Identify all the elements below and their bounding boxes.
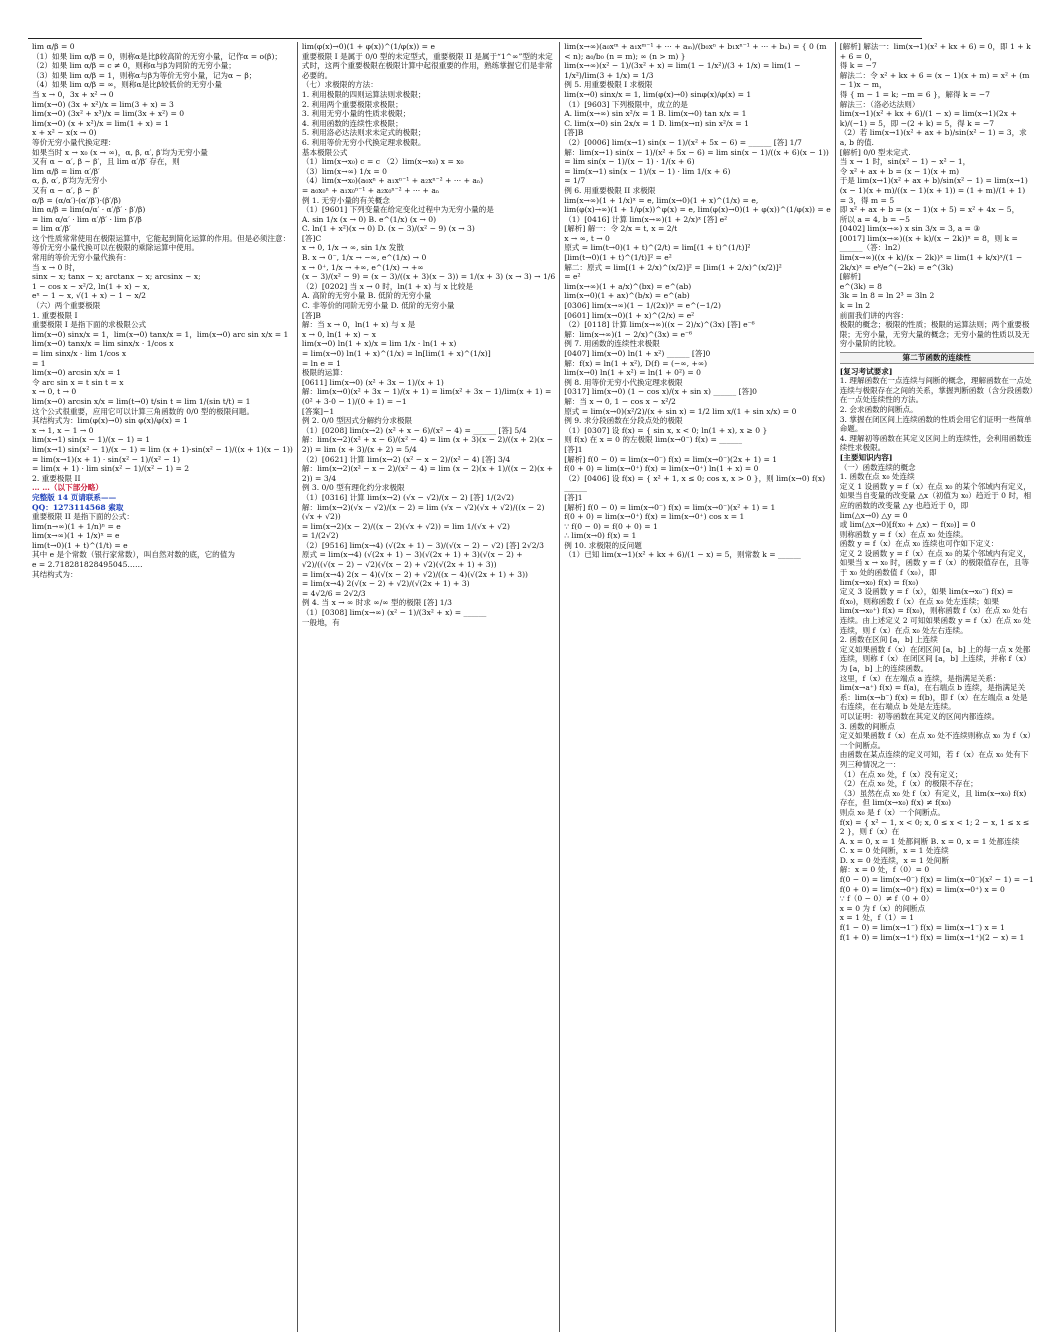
text-line: lim(x→0) tanx/x = lim sinx/x · 1/cos x xyxy=(32,339,174,349)
text-line: 解：lim(x→1) sin(x − 1)/(x² + 5x − 6) = lim sin(x − 1)/((x + 6)(x − 1)) = lim sin(x − 1)/(x − 1) · 1/(x + 6) xyxy=(564,147,829,167)
text-line: 1. 理解函数在一点连续与间断的概念，理解函数在一点处连续与极限存在之间的关系，掌握判断函数（含分段函数）在一点处连续性的方法。 xyxy=(839,376,1034,405)
text-line: 则 f(x) 在 x = 0 的左极限 lim(x→0⁻) f(x) = ______ xyxy=(564,435,743,445)
text-line: 原式 = lim(x→0)(x²/2)/(x + sin x) = 1/2 lim x/(1 + sin x/x) = 0 xyxy=(564,406,797,416)
text-line: 例 4. 当 x → ∞ 时求 ∞/∞ 型的极限 [答] 1/3 xyxy=(301,598,452,608)
text-line: α, β, α′, β′均为无穷小 xyxy=(32,176,107,186)
text-line: 当 x → 0，3x + x² → 0 xyxy=(32,89,114,99)
text-line: = lim(x + 1) · lim sin(x² − 1)/(x² − 1) = 2 xyxy=(32,464,190,474)
text-line: lim(φ(x)→∞)(1 + 1/φ(x))^φ(x) = e, lim(φ(x)→0)(1 + φ(x))^(1/φ(x)) = e xyxy=(564,205,831,215)
text-line: lim(x→0) (x + x²)/x = lim(1 + x) = 1 xyxy=(32,118,169,128)
text-line: = 1/7 xyxy=(564,176,586,186)
text-line: （3）lim(x→∞) 1/x = 0 xyxy=(301,166,387,176)
text-line: 1. 利用极限的四则运算法则求极限； xyxy=(301,89,426,99)
text-line: [0611] lim(x→0) (x² + 3x − 1)/(x + 1) xyxy=(301,377,444,387)
text-line: （4）lim(x→x₀)(a₀xⁿ + a₁xⁿ⁻¹ + a₂xⁿ⁻² + ··· + aₙ) xyxy=(301,176,484,186)
text-line: （1）[0308] lim(x→∞) (x² − 1)/(3x² + x) = ______ xyxy=(301,608,487,618)
text-line: lim(x→0) sinx/x = 1，lim(x→0) tanx/x = 1，lim(x→0) arc sin x/x = 1 xyxy=(32,329,289,339)
text-line: e^(3k) = 8 xyxy=(839,281,882,291)
text-line: 例 3. 0/0 型有理化约分求极限 xyxy=(301,483,405,493)
text-line: A. lim(x→∞) sin x²/x = 1 B. lim(x→0) tan x/x = 1 xyxy=(564,109,747,119)
text-line: 解：lim(x→0)(x² + 3x − 1)/(x + 1) = lim(x² + 3x − 1)/lim(x + 1) = (0² + 3·0 − 1)/(0 + 1) = −1 xyxy=(301,387,552,406)
text-line: f(0 − 0) = lim(x→0⁻) f(x) = lim(x→0⁻)(x² − 1) = −1 xyxy=(839,875,1034,885)
text-line: … …（以下部分略） xyxy=(32,483,103,493)
text-line: lim(x→∞)(1 + 1/x)ˣ = e xyxy=(32,531,120,541)
text-line: 基本极限公式 xyxy=(301,147,348,157)
text-line: 例 2. 0/0 型因式分解约分求极限 xyxy=(301,416,413,426)
text-line: C. 非等价的同阶无穷小量 D. 低阶的无穷小量 xyxy=(301,301,455,311)
text-line: [解析] 解一：令 2/x = t, x = 2/t xyxy=(564,224,678,234)
text-line: lim(x→0) ln(1 + x²) = ln(1 + 0²) = 0 xyxy=(564,368,702,378)
text-line: ∵ f（0 − 0）≠ f（0 + 0） xyxy=(839,894,934,904)
text-line: = lim α′/β′ xyxy=(32,224,71,234)
text-line: [lim(t→0)(1 + t)^(1/t)]² = e² xyxy=(564,253,672,263)
text-line: 则称函数 y = f（x）在点 x₀ 处连续。 xyxy=(839,529,968,539)
text-line: （2）如果 lim α/β = c ≠ 0，则称α与β为同阶的无穷小量； xyxy=(32,61,236,71)
text-line: lim(n→∞)(1 + 1/n)ⁿ = e xyxy=(32,521,121,531)
text-line: （2）[0202] 当 x → 0 时，ln(1 + x) 与 x 比较是 xyxy=(301,281,473,291)
text-line: lim(x→∞)(x² − 1)/(3x² + x) = lim(1 − 1/x²)/(3 + 1/x) = lim(1 − 1/x²)/lim(3 + 1/x) = 1/3 xyxy=(564,61,801,80)
text-line: 重要极限 I 是属于 0/0 型的未定型式，重要极限 II 是属于“1^∞”型的未定式时，这两个重要极限在极限计算中起很重要的作用，熟练掌握它们是非常必要的。 xyxy=(301,51,553,80)
text-line: C. lim(x→0) sin 2x/x = 1 D. lim(x→π) sin x²/x = 1 xyxy=(564,118,749,128)
text-line: 得 k = −7 xyxy=(839,61,877,71)
text-line: lim(x→∞)((x + k)/(x − 2k))ˣ = lim(1 + k/x)ˣ/(1 − 2k/x)ˣ = eᵏ/e^(−2k) = e^(3k) xyxy=(839,253,1023,272)
text-line: 所以 a = 4, b = −5 xyxy=(839,214,910,224)
text-line: 当 x → 1 时，sin(x² − 1) ~ x² − 1， xyxy=(839,157,971,167)
text-line: 函数 y = f（x）在点 x₀ 连续也可作如下定义： xyxy=(839,539,999,549)
text-line: lim α/β = lim(α/α′ · α′/β′ · β′/β) xyxy=(32,205,146,215)
text-line: [答]C xyxy=(301,233,322,243)
text-line: 令 x² + ax + b = (x − 1)(x + m) xyxy=(839,166,960,176)
text-line: 3. 掌握在闭区间上连续函数的性质会用它们证明一些简单命题。 xyxy=(839,414,1032,434)
text-line: lim(△x→0) △y = 0 xyxy=(839,510,908,520)
text-line: ∴ lim(x→0) f(x) = 1 xyxy=(564,531,637,541)
text-line: D. x = 0 处连续，x = 1 处间断 xyxy=(839,855,949,865)
text-line: [答]1 xyxy=(564,444,583,454)
text-line: 重要极限 I 是指下面的求极限公式 xyxy=(32,320,147,330)
text-line: （1）[9603] 下列极限中，成立的是 xyxy=(564,99,688,109)
text-line: [解析] f(0 − 0) = lim(x→0⁻) f(x) = lim(x→0⁻)(2x + 1) = 1 xyxy=(564,454,778,464)
text-line: C. ln(1 + x²)(x → 0) D. (x − 3)/(x² − 9) (x → 3) xyxy=(301,224,475,234)
text-line: lim(x→x₀) f(x) = f(x₀) xyxy=(839,577,919,587)
text-line: = ln e = 1 xyxy=(301,358,341,368)
text-line: = lim α/α′ · lim α′/β′ · lim β′/β xyxy=(32,214,142,224)
text-line: lim(x→0) arcsin x/x = lim(t→0) t/sin t = lim 1/(sin t/t) = 1 xyxy=(32,396,251,406)
text-line: = lim(x→1)(x + 1) · sin(x² − 1)/(x² − 1) xyxy=(32,454,181,464)
text-line: 一般地，有 xyxy=(301,617,340,627)
text-line: = lim(x→4) 2(x − 4)(√(x − 2) + √2)/((x − 4)(√(2x + 1) + 3)) xyxy=(301,569,529,579)
text-line: lim α/β = 0 xyxy=(32,42,75,51)
column-4 xyxy=(835,42,1038,1332)
text-line: （2）[9516] lim(x→4) (√(2x + 1) − 3)/(√(x − 2) − √2) [答] 2√2/3 xyxy=(301,540,544,550)
text-line: lim(x→0) sinx/x = 1, lim(φ(x)→0) sinφ(x)/φ(x) = 1 xyxy=(564,89,752,99)
text-line: f(0 + 0) = lim(x→0⁺) f(x) = lim(x→0⁺) cos x = 1 xyxy=(564,512,745,522)
text-line: （1）[0208] lim(x→2) (x² + x − 6)/(x² − 4) = ______ [答] 5/4 xyxy=(301,425,527,435)
text-line: eˣ − 1 ~ x, √(1 + x) − 1 ~ x/2 xyxy=(32,291,146,301)
text-line: （1）[0307] 设 f(x) = { sin x, x < 0; ln(1 + x), x ≥ 0 } xyxy=(564,425,768,435)
text-line: [解析] f(0 − 0) = lim(x→0⁻) f(x) = lim(x→0⁻)(x² + 1) = 1 xyxy=(564,502,776,512)
text-line: 3. 函数的间断点 xyxy=(839,721,895,731)
column-1 xyxy=(28,42,297,1332)
text-line: 等价无穷小量代换定理： xyxy=(32,137,116,147)
text-line: A. x = 0, x = 1 处都间断 B. x = 0, x = 1 处都连续 xyxy=(839,836,1020,846)
text-line: 常用的等价无穷小量代换有： xyxy=(32,253,131,263)
text-line: 2. 重要极限 II xyxy=(32,473,81,483)
text-line: x = 1 处，f（1）= 1 xyxy=(839,913,915,923)
text-line: （1）[9601] 下列变量在给定变化过程中为无穷小量的是 xyxy=(301,205,494,215)
text-line: [0402] lim(x→∞) x sin 3/x = 3, a = ③ xyxy=(839,224,981,234)
text-line: [主要知识内容] xyxy=(839,452,893,462)
text-line: 解：x = 0 处，f（0）= 0 xyxy=(839,865,930,875)
text-line: f(x) = { x² − 1, x < 0; x, 0 ≤ x < 1; 2 − x, 1 ≤ x ≤ 2 }，则 f（x）在 xyxy=(839,817,1030,837)
text-line: 1. 重要极限 I xyxy=(32,310,78,320)
text-line: 或 lim(△x→0)[f(x₀ + △x) − f(x₀)] = 0 xyxy=(839,520,976,530)
text-line: （2）在点 x₀ 处，f（x）的极限不存在； xyxy=(839,779,978,789)
text-line: 于是 lim(x→1)(x² + ax + b)/sin(x² − 1) = lim(x→1)(x − 1)(x + m)/((x − 1)(x + 1)) = (1 + m)/(1 + 1) = 3，得 m = 5 xyxy=(839,176,1028,205)
text-line: = lim(x→2)(x − 2)/((x − 2)(√x + √2)) = lim 1/(√x + √2) xyxy=(301,521,510,531)
text-line: lim(x→1) sin(x − 1)/(x − 1) = 1 xyxy=(32,435,151,445)
text-line: [0017] lim(x→∞)((x + k)/(x − 2k))ˣ = 8，则 k = ______（答：ln2） xyxy=(839,233,1018,253)
text-line: 第二节函数的连续性 xyxy=(840,352,1034,364)
text-line: lim(x→0) (3x + x²)/x = lim(3 + x) = 3 xyxy=(32,99,174,109)
text-line: e = 2.718281828495045…… xyxy=(32,560,143,570)
text-line: 4. 理解初等函数在其定义区间上的连续性，会利用函数连续性求极限。 xyxy=(839,433,1032,453)
text-line: 例 8. 用等价无穷小代换定理求极限 xyxy=(564,377,683,387)
text-line: 解二：原式 = lim[(1 + 2/x)^(x/2)]² = [lim(1 + 2/x)^(x/2)]² xyxy=(564,262,782,272)
text-line: lim(φ(x)→0)(1 + φ(x))^(1/φ(x)) = e xyxy=(301,42,435,51)
text-line: （1）如果 lim α/β = 0，则称α是比β较高阶的无穷小量，记作α = o(β)； xyxy=(32,51,283,61)
text-line: 其结构式为：lim(φ(x)→0) sin φ(x)/φ(x) = 1 xyxy=(32,416,188,426)
text-line: B. x → 0⁻, 1/x → −∞, e^(1/x) → 0 xyxy=(301,253,427,263)
text-line: = e² xyxy=(564,272,581,282)
text-line: = lim(x→1) sin(x − 1)/(x − 1) · lim 1/(x + 6) xyxy=(564,166,731,176)
text-line: 解：lim(x→2)(√x − √2)/(x − 2) = lim (√x − √2)(√x + √2)/((x − 2)(√x + √2)) xyxy=(301,502,545,522)
text-line: 又有 α ~ α′, β ~ β′，且 lim α′/β′ 存在，则 xyxy=(32,157,180,167)
text-line: A. 高阶的无穷小量 B. 低阶的无穷小量 xyxy=(301,291,432,301)
text-line: lim(x→0) (3x² + x³)/x = lim(3x + x²) = 0 xyxy=(32,109,185,119)
text-line: 其中 e 是个常数（银行家常数），叫自然对数的底，它的值为 xyxy=(32,550,235,560)
text-line: [0601] lim(x→0)(1 + x)^(2/x) = e² xyxy=(564,310,695,320)
text-line: (x − 3)/(x² − 9) = (x − 3)/((x + 3)(x − 3)) = 1/(x + 3) (x → 3) → 1/6 xyxy=(301,272,556,282)
text-line: [答]B xyxy=(301,310,321,320)
text-line: 2. 会求函数的间断点。 xyxy=(839,404,918,414)
text-line: lim(x→∞)(1 + 1/x)ˣ = e, lim(x→0)(1 + x)^(1/x) = e, xyxy=(564,195,759,205)
text-line: lim(x→1)(x² + kx + 6)/(1 − x) = lim(x→1)(2x + k)/(−1) = 5，即 −(2 + k) = 5，得 k = −7 xyxy=(839,109,1017,128)
text-line: = lim sinx/x · lim 1/cos x xyxy=(32,349,127,358)
text-line: 5. 利用洛必达法则求未定式的极限； xyxy=(301,128,426,138)
text-line: 当 x → 0 时， xyxy=(32,262,80,272)
text-line: = a₀x₀ⁿ + a₁x₀ⁿ⁻¹ + a₂x₀ⁿ⁻² + ··· + aₙ xyxy=(301,185,440,195)
text-line: sinx ~ x; tanx ~ x; arctanx ~ x; arcsinx ~ x; xyxy=(32,272,201,282)
text-line: lim(x→0) arcsin x/x = 1 xyxy=(32,368,122,378)
text-line: 极限的运算： xyxy=(301,368,348,378)
text-line: [解析] 0/0 型未定式. xyxy=(839,147,911,157)
column-2 xyxy=(297,42,559,1332)
text-line: lim(x→0) ln(1 + x)/x = lim 1/x · ln(1 + x) xyxy=(301,339,457,349)
text-line: x → ∞, t → 0 xyxy=(564,233,610,243)
page-columns xyxy=(28,42,1034,1332)
text-line: 例 6. 用重要极限 II 求极限 xyxy=(564,185,656,195)
text-line: （1）[0316] 计算 lim(x→2) (√x − √2)/(x − 2) [答] 1/(2√2) xyxy=(301,492,514,502)
text-line: x = 0 为 f（x）的间断点 xyxy=(839,903,926,913)
text-line: α/β = (α/α′)·(α′/β′)·(β′/β) xyxy=(32,195,121,205)
text-line: 定义如果函数 f（x）在点 x₀ 处不连续则称点 x₀ 为 f（x）一个间断点。 xyxy=(839,731,1032,750)
text-line: 即 x² + ax + b = (x − 1)(x + 5) = x² + 4x − 5， xyxy=(839,205,1020,215)
text-line: （七）求极限的方法： xyxy=(301,80,378,90)
text-line: lim(x→∞)(1 + a/x)^(bx) = e^(ab) xyxy=(564,281,692,291)
text-line: 1 − cos x ~ x²/2, ln(1 + x) ~ x, xyxy=(32,281,150,291)
text-line: 这个公式很重要，应用它可以计算三角函数的 0/0 型的极限问题。 xyxy=(32,406,255,416)
text-line: 例 5. 用重要极限 I 求极限 xyxy=(564,80,653,90)
text-line: 极限的概念；极限的性质；极限的运算法则；两个重要极限；无穷小量，无穷大量的概念；无穷小量的性质以及无穷小量阶的比较。 xyxy=(839,320,1030,349)
text-line: = 1 xyxy=(32,358,46,368)
text-line: 解：lim(x→2)(x² + x − 6)/(x² − 4) = lim (x + 3)(x − 2)/((x + 2)(x − 2)) = lim (x + 3)/(x + 2) = 5/4 xyxy=(301,435,554,454)
text-line: （1）[0416] 计算 lim(x→∞)(1 + 2/x)ˣ [答] e² xyxy=(564,214,728,224)
text-line: x → 1, x − 1 → 0 xyxy=(32,425,94,435)
text-line: 其结构式为： xyxy=(32,569,78,579)
text-line: lim(t→0)(1 + t)^(1/t) = e xyxy=(32,540,128,550)
text-line: A. sin 1/x (x → 0) B. e^(1/x) (x → 0) xyxy=(301,214,437,224)
text-line: （一）函数连续的概念 xyxy=(839,462,916,472)
text-line: 定义 3 设函数 y = f（x），如果 lim(x→x₀⁻) f(x) = f(x₀)，则称函数 f（x）在点 x₀ 处左连续；如果 lim(x→x₀⁺) f(x) = f(x₀)，则称函数 f（x）在点 x₀ 处右连续。由上述定义 2 可知如果函数 y = f（x）在点 x₀ 处连续，则 f（x）在点 x₀ 处左右连续。 xyxy=(839,587,1031,635)
text-line: 解：当 x → 0, 1 − cos x ~ x²/2 xyxy=(564,396,676,406)
text-line: [0306] lim(x→∞)(1 − 1/(2x))ˣ = e^(−1/2) xyxy=(564,301,721,311)
text-line: 可以证明：初等函数在其定义的区间内都连续。 xyxy=(839,711,1000,721)
text-line: 又有 α ~ α′, β ~ β′ xyxy=(32,185,100,195)
text-line: 例 7. 用函数的连续性求极限 xyxy=(564,339,660,349)
text-line: 解：lim(x→∞)(1 − 2/x)^(3x) = e⁻⁶ xyxy=(564,329,693,339)
text-line: ∵ f(0 − 0) = f(0 + 0) = 1 xyxy=(564,521,658,531)
text-line: lim(x→∞)(a₀xᵐ + a₁xᵐ⁻¹ + ··· + aₘ)/(b₀xⁿ + b₁xⁿ⁻¹ + ··· + bₙ) = { 0 (m < n); a₀/b₀ (n = m); ∞ (n > m) } xyxy=(564,42,827,61)
text-line: lim(x→0)(1 + ax)^(b/x) = e^(ab) xyxy=(564,291,690,301)
text-line: 重要极限 II 是指下面的公式： xyxy=(32,512,134,522)
text-line: 得 { m − 1 = k; −m = 6 }，解得 k = −7 xyxy=(839,89,990,99)
top-rule xyxy=(28,38,922,39)
text-line: lim α/β = lim α′/β′ xyxy=(32,166,100,176)
text-line: = 1/(2√2) xyxy=(301,531,339,541)
text-line: 1. 函数在点 x₀ 处连续 xyxy=(839,472,915,482)
text-line: k = ln 2 xyxy=(839,301,871,311)
text-line: f(1 − 0) = lim(x→1⁻) f(x) = lim(x→1⁻) x = 1 xyxy=(839,923,1005,933)
text-line: 这个性质常常使用在极限运算中，它能起到简化运算的作用。但是必须注意：等价无穷小量代换可以在极限的乘除运算中使用。 xyxy=(32,233,291,253)
text-line: （3）如果 lim α/β = 1，则称α与β为等价无穷小量，记为α ~ β； xyxy=(32,70,257,80)
text-line: （六）两个重要极限 xyxy=(32,301,101,311)
text-line: f(1 + 0) = lim(x→1⁺) f(x) = lim(x→1⁺)(2 − x) = 1 xyxy=(839,932,1025,942)
text-line: （1）lim(x→x₀) c = c （2）lim(x→x₀) x = x₀ xyxy=(301,157,464,167)
text-line: [0317] lim(x→0) (1 − cos x)/(x + sin x) ______ [答]0 xyxy=(564,387,757,397)
text-line: x → 0, ln(1 + x) ~ x xyxy=(301,329,377,339)
text-line: （2）[0118] 计算 lim(x→∞)((x − 2)/x)^(3x) [答] e⁻⁶ xyxy=(564,320,755,330)
text-line: [0407] lim(x→0) ln(1 + x²) ______ [答]0 xyxy=(564,349,711,358)
text-line: 3. 利用无穷小量的性质求极限； xyxy=(301,109,411,119)
text-line: 例 10. 求极限的反问题 xyxy=(564,540,642,550)
text-line: （1）在点 x₀ 处，f（x）没有定义； xyxy=(839,769,963,779)
text-line: x → 0, t → 0 xyxy=(32,387,77,397)
text-line: 令 arc sin x = t sin t = x xyxy=(32,377,124,387)
text-line: 由函数在某点连续的定义可知，若 f（x）在点 x₀ 处有下列三种情况之一： xyxy=(839,750,1029,769)
text-line: 例 9. 求分段函数在分段点处的极限 xyxy=(564,416,683,426)
text-line: （2）[0006] lim(x→1) sin(x − 1)/(x² + 5x − 6) = ______ [答] 1/7 xyxy=(564,137,802,147)
text-line: （2）若 lim(x→1)(x² + ax + b)/sin(x² − 1) = 3，求 a, b 的值. xyxy=(839,128,1027,147)
text-line: 定义 2 设函数 y = f（x）在点 x₀ 的某个邻域内有定义，如果当 x → x₀ 时，函数 y = f（x）的极限值存在，且等于 x₀ 处的函数值 f（x₀），即 xyxy=(839,548,1031,578)
text-line: 前面我们讲的内容： xyxy=(839,310,909,320)
text-line: 定义 1 设函数 y = f（x）在点 x₀ 的某个邻域内有定义，如果当自变量的改变量 △x（初值为 x₀）趋近于 0 时，相应的函数的改变量 △y 也趋近于 0，即 xyxy=(839,481,1032,510)
text-line: 解：lim(x→2)(x² − x − 2)/(x² − 4) = lim (x − 2)(x + 1)/((x − 2)(x + 2)) = 3/4 xyxy=(301,464,554,483)
text-line: = 4√2/6 = 2√2/3 xyxy=(301,588,366,598)
text-line: 这里，f（x）在左端点 a 连续，是指满足关系：lim(x→a⁺) f(x) = f(a)，在右端点 b 连续，是指满足关系：lim(x→b⁻) f(x) = f(b)，即 f（x）在左端点 a 处是右连续，在右端点 b 处是左连续。 xyxy=(839,673,1028,712)
text-line: 则点 x₀ 是 f（x）一个间断点。 xyxy=(839,807,945,817)
text-line: QQ：1273114568 索取 xyxy=(32,502,124,512)
text-line: x → 0, 1/x → ∞, sin 1/x 发散 xyxy=(301,243,404,253)
text-line: f(0 + 0) = lim(x→0⁺) f(x) = lim(x→0⁺) x = 0 xyxy=(839,884,1005,894)
text-line: 2. 利用两个重要极限求极限； xyxy=(301,99,403,109)
text-line: x → 0⁺, 1/x → +∞, e^(1/x) → +∞ xyxy=(301,262,424,272)
text-line: 如果当时 x → x₀ (x → ∞)，α, β, α′, β′均为无穷小量 xyxy=(32,147,208,157)
text-line: （2）[0621] 计算 lim(x→2) (x² − x − 2)/(x² − 4) [答] 3/4 xyxy=(301,454,511,464)
text-line: 完整版 14 页请联系—— xyxy=(32,492,117,502)
text-line: 3k = ln 8 = ln 2³ = 3ln 2 xyxy=(839,291,935,301)
text-line: （1）已知 lim(x→1)(x² + kx + 6)/(1 − x) = 5，则常数 k = ______ xyxy=(564,550,801,560)
text-line: [复习考试要求] xyxy=(839,366,893,376)
text-line: 原式 = lim(t→0)(1 + t)^(2/t) = lim[(1 + t)^(1/t)]² xyxy=(564,243,751,253)
text-line: = lim(x→0) ln(1 + x)^(1/x) = ln[lim(1 + x)^(1/x)] xyxy=(301,349,491,358)
text-line: （2）[0406] 设 f(x) = { x² + 1, x ≤ 0; cos x, x > 0 }，则 lim(x→0) f(x) ______ xyxy=(564,473,826,493)
text-line: 4. 利用函数的连续性求极限； xyxy=(301,118,403,128)
text-line: 例 1. 无穷小量的有关概念 xyxy=(301,195,390,205)
text-line: [答]B xyxy=(564,128,584,138)
text-line: 定义如果函数 f（x）在闭区间 [a，b] 上的每一点 x 处都连续，则称 f（x）在闭区间 [a，b] 上连续，并称 f（x）为 [a，b] 上的连续函数。 xyxy=(839,644,1031,673)
text-line: [解析] xyxy=(839,272,861,282)
text-line: 6. 利用等价无穷小代换定理求极限。 xyxy=(301,137,426,147)
text-line: [答]1 xyxy=(564,492,583,502)
text-line: 解法二：令 x² + kx + 6 = (x − 1)(x + m) = x² + (m − 1)x − m， xyxy=(839,70,1030,90)
text-line: 解：当 x → 0，ln(1 + x) 与 x 是 xyxy=(301,320,416,330)
text-line: 解法三：（洛必达法则） xyxy=(839,99,920,109)
text-line: 2. 函数在区间 [a，b] 上连续 xyxy=(839,635,938,645)
text-line: C. x = 0 处间断，x = 1 处连续 xyxy=(839,846,949,856)
text-line: = lim(x→4) 2(√(x − 2) + √2)/(√(2x + 1) + 3) xyxy=(301,579,470,589)
text-line: f(0 + 0) = lim(x→0⁺) f(x) = lim(x→0⁺) ln(1 + x) = 0 xyxy=(564,464,759,474)
text-line: （3）虽然在点 x₀ 处 f（x）有定义，且 lim(x→x₀) f(x) 存在，但 lim(x→x₀) f(x) ≠ f(x₀) xyxy=(839,788,1027,808)
text-line: x + x² ~ x(x → 0) xyxy=(32,128,97,138)
text-line: 原式 = lim(x→4) (√(2x + 1) − 3)(√(2x + 1) + 3)(√(x − 2) + √2)/((√(x − 2) − √2)(√(x − 2) + √2)(√(2x + 1) + 3)) xyxy=(301,550,523,570)
text-line: [解析] 解法一：lim(x→1)(x² + kx + 6) = 0，即 1 + k + 6 = 0， xyxy=(839,42,1031,61)
text-line: [答案]−1 xyxy=(301,406,335,416)
text-line: （4）如果 lim α/β = ∞，则称α是比β较低价的无穷小量 xyxy=(32,80,222,90)
text-line: lim(x→1) sin(x² − 1)/(x − 1) = lim (x + 1)·sin(x² − 1)/((x + 1)(x − 1)) xyxy=(32,444,293,454)
text-line: 解：f(x) = ln(1 + x²), D(f) = (−∞, +∞) xyxy=(564,358,708,368)
column-3 xyxy=(559,42,835,1332)
